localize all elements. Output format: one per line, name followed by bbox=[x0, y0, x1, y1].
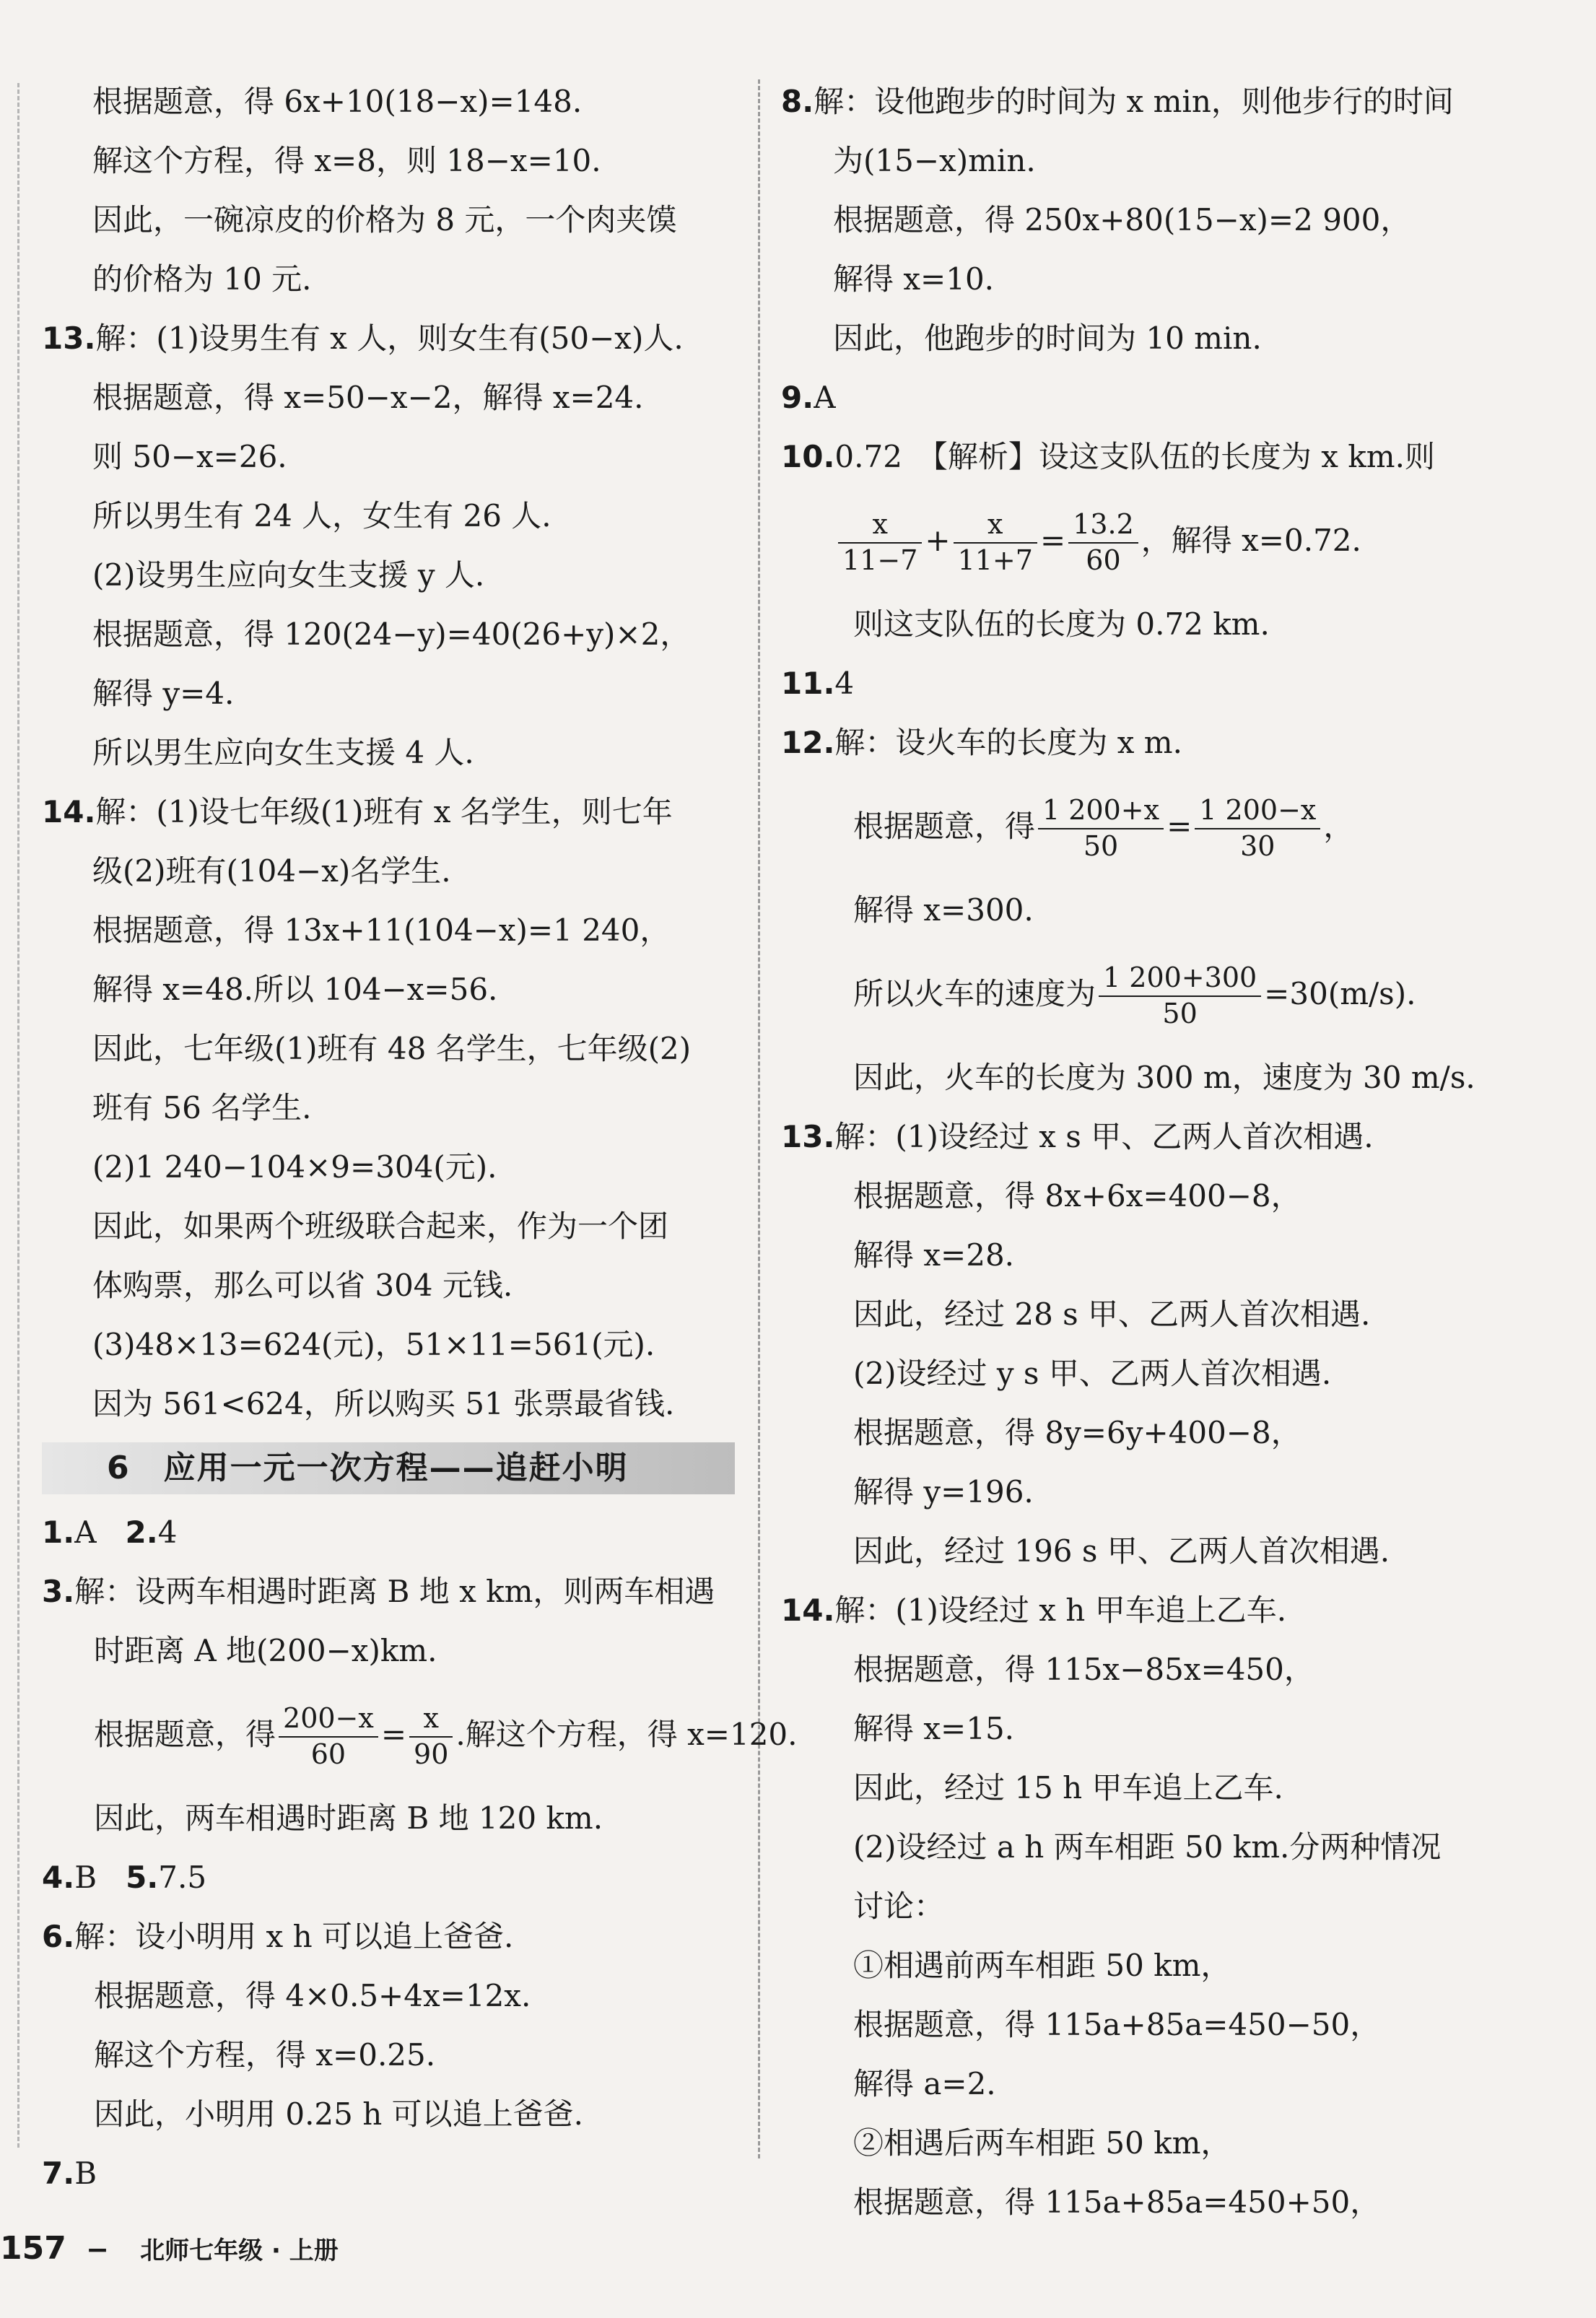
text-line: 因此，经过 196 s 甲、乙两人首次相遇. bbox=[853, 1533, 1390, 1569]
answer: A bbox=[814, 380, 836, 415]
text-line: 因此，火车的长度为 300 m，速度为 30 m/s. bbox=[853, 1060, 1475, 1095]
text-line: 为(15−x)min. bbox=[833, 143, 1036, 178]
text-line: 解得 x=15. bbox=[853, 1711, 1015, 1746]
question-13 bbox=[781, 1107, 1546, 1167]
fraction: $\frac{x}{11+7}$ bbox=[954, 510, 1037, 575]
column-divider bbox=[758, 79, 760, 2158]
text: ，解得 x=0.72. bbox=[1141, 523, 1361, 558]
question-14 bbox=[42, 783, 735, 842]
text-line: 根据题意，得 250x+80(15−x)=2 900， bbox=[833, 202, 1411, 238]
question-number: 14. bbox=[42, 794, 96, 829]
text-line: 解这个方程，得 x=8，则 18−x=10. bbox=[92, 143, 601, 178]
text-line: 所以男生有 24 人，女生有 26 人. bbox=[92, 498, 551, 533]
question-number: 11. bbox=[781, 666, 835, 701]
question-12 bbox=[781, 713, 1546, 772]
question-6 bbox=[42, 1907, 735, 1966]
fraction: $\frac{13.2}{60}$ bbox=[1068, 510, 1138, 575]
question-3 bbox=[42, 1562, 735, 1621]
question-13 bbox=[42, 309, 735, 368]
question-10 bbox=[781, 427, 1546, 487]
question-number: 12. bbox=[781, 725, 835, 760]
book-title: 北师七年级 · 上册 bbox=[140, 2236, 339, 2265]
text-line: 班有 56 名学生. bbox=[92, 1090, 312, 1125]
text-line: 解得 x=300. bbox=[853, 892, 1034, 928]
text-line: 解：设两车相遇时距离 B 地 x km，则两车相遇 bbox=[74, 1574, 715, 1609]
question-number: 3. bbox=[42, 1574, 75, 1609]
fraction: $\frac{1 200-x}{30}$ bbox=[1195, 796, 1320, 861]
equation-line: 根据题意，得 $\frac{1 200+x}{50}$ = $\frac{1 200-x}{30}$ ， bbox=[853, 794, 1354, 862]
left-edge-dashed-line bbox=[17, 83, 19, 2148]
text-line: 解得 y=4. bbox=[92, 676, 235, 711]
text-line: 根据题意，得 8x+6x=400−8， bbox=[853, 1178, 1301, 1214]
text-line: 根据题意，得 115x−85x=450， bbox=[853, 1652, 1314, 1687]
text-line: 0.72 【解析】设这支队伍的长度为 x km.则 bbox=[834, 439, 1435, 474]
left-column bbox=[42, 72, 798, 2203]
text-line: 因此，如果两个班级联合起来，作为一个团 bbox=[92, 1208, 669, 1244]
equation-line: 根据题意，得 $\frac{200-x}{60}$ = $\frac{x}{90}$ .解这个方程，得 x=120. bbox=[94, 1702, 798, 1770]
text-line: 的价格为 10 元. bbox=[92, 261, 312, 297]
text-line: (2)设经过 a h 两车相距 50 km.分两种情况 bbox=[853, 1829, 1442, 1865]
text-line: ①相遇前两车相距 50 km， bbox=[853, 1948, 1231, 1983]
text-line: 根据题意，得 115a+85a=450−50， bbox=[853, 2007, 1381, 2042]
text-line: 根据题意，得 120(24−y)=40(26+y)×2， bbox=[92, 616, 691, 652]
question-number: 2. bbox=[125, 1515, 158, 1550]
fraction: $\frac{1 200+x}{50}$ bbox=[1038, 796, 1164, 861]
fraction: $\frac{x}{11-7}$ bbox=[838, 510, 922, 575]
text: 根据题意，得 bbox=[94, 1717, 276, 1752]
text: 所以火车的速度为 bbox=[853, 976, 1096, 1011]
question-number: 5. bbox=[126, 1860, 159, 1895]
answer: 4 bbox=[157, 1515, 178, 1550]
text-line: 解：(1)设经过 x s 甲、乙两人首次相遇. bbox=[834, 1119, 1374, 1154]
text-line: 因此，经过 28 s 甲、乙两人首次相遇. bbox=[853, 1297, 1371, 1332]
question-14 bbox=[781, 1581, 1546, 1640]
text-line: 级(2)班有(104−x)名学生. bbox=[92, 853, 451, 889]
fraction: $\frac{1 200+300}{50}$ bbox=[1099, 964, 1261, 1029]
question-number: 9. bbox=[781, 380, 814, 415]
text-line: 解得 a=2. bbox=[853, 2066, 996, 2101]
text-line: ②相遇后两车相距 50 km， bbox=[853, 2125, 1231, 2161]
question-number: 4. bbox=[42, 1860, 75, 1895]
text-line: 因此，他跑步的时间为 10 min. bbox=[833, 321, 1262, 356]
answer: 7.5 bbox=[158, 1860, 207, 1895]
text-line: (2)1 240−104×9=304(元). bbox=[92, 1149, 497, 1185]
text-line: 所以男生应向女生支援 4 人. bbox=[92, 735, 474, 770]
text-line: 则 50−x=26. bbox=[92, 439, 287, 474]
question-number: 13. bbox=[781, 1119, 835, 1154]
text-line: 根据题意，得 8y=6y+400−8， bbox=[853, 1415, 1301, 1450]
text-line: (2)设经过 y s 甲、乙两人首次相遇. bbox=[853, 1356, 1332, 1391]
text-line: 因此，两车相遇时距离 B 地 120 km. bbox=[94, 1800, 603, 1836]
answer: B bbox=[74, 1860, 97, 1895]
fraction: $\frac{200-x}{60}$ bbox=[279, 1704, 378, 1769]
text-line: 解得 x=48.所以 104−x=56. bbox=[92, 972, 498, 1007]
text-line: 因此，七年级(1)班有 48 名学生，七年级(2) bbox=[92, 1031, 692, 1066]
text: 根据题意，得 bbox=[853, 809, 1036, 844]
section-title: 6 应用一元一次方程——追赶小明 bbox=[42, 1442, 735, 1494]
text-line: 因此，经过 15 h 甲车追上乙车. bbox=[853, 1770, 1283, 1805]
text-line: 根据题意，得 13x+11(104−x)=1 240， bbox=[92, 912, 671, 948]
text-line: 解：(1)设七年级(1)班有 x 名学生，则七年 bbox=[95, 794, 673, 829]
question-number: 8. bbox=[781, 84, 814, 119]
question-number: 14. bbox=[781, 1592, 835, 1628]
text-line: (3)48×13=624(元)，51×11=561(元). bbox=[92, 1327, 655, 1362]
answer: 4 bbox=[834, 666, 855, 701]
text-line: 解：(1)设经过 x h 甲车追上乙车. bbox=[834, 1592, 1287, 1628]
text-line: 时距离 A 地(200−x)km. bbox=[94, 1633, 437, 1668]
answer-9 bbox=[781, 368, 1546, 427]
answer: A bbox=[74, 1515, 97, 1550]
question-number: 6. bbox=[42, 1919, 75, 1954]
right-column bbox=[781, 72, 1546, 2232]
text-line: 解得 x=28. bbox=[853, 1237, 1015, 1273]
answer: B bbox=[74, 2156, 97, 2191]
text-line: 解：(1)设男生有 x 人，则女生有(50−x)人. bbox=[95, 321, 684, 356]
text-line: 根据题意，得 115a+85a=450+50， bbox=[853, 2184, 1381, 2220]
question-number: 7. bbox=[42, 2156, 75, 2191]
text-line: 讨论： bbox=[853, 1888, 945, 1924]
text: ， bbox=[1323, 809, 1354, 844]
text-line: 解得 x=10. bbox=[833, 261, 995, 297]
question-number: 13. bbox=[42, 321, 96, 356]
text-line: 根据题意，得 6x+10(18−x)=148. bbox=[92, 84, 583, 119]
text-line: (2)设男生应向女生支援 y 人. bbox=[92, 557, 485, 593]
text-line: 因此，一碗凉皮的价格为 8 元，一个肉夹馍 bbox=[92, 202, 677, 238]
answers-1-2 bbox=[42, 1503, 735, 1562]
text-line: 解：设他跑步的时间为 x min，则他步行的时间 bbox=[814, 84, 1454, 119]
question-number: 10. bbox=[781, 439, 835, 474]
text-line: 因此，小明用 0.25 h 可以追上爸爸. bbox=[94, 2096, 583, 2132]
footer-dash: − bbox=[86, 2234, 109, 2265]
fraction: $\frac{x}{90}$ bbox=[409, 1704, 453, 1769]
text-line: 解：设小明用 x h 可以追上爸爸. bbox=[74, 1919, 514, 1954]
text-line: 因为 561<624，所以购买 51 张票最省钱. bbox=[92, 1386, 675, 1421]
text: .解这个方程，得 x=120. bbox=[455, 1717, 798, 1752]
answer-11 bbox=[781, 654, 1546, 713]
text-line: 则这支队伍的长度为 0.72 km. bbox=[853, 606, 1270, 642]
answers-4-5 bbox=[42, 1848, 735, 1907]
page-footer bbox=[0, 2227, 339, 2270]
text-line: 解：设火车的长度为 x m. bbox=[834, 725, 1182, 760]
question-8 bbox=[781, 72, 1546, 131]
page-number: 157 bbox=[0, 2230, 66, 2267]
text-line: 解得 y=196. bbox=[853, 1474, 1034, 1509]
text-line: 根据题意，得 x=50−x−2，解得 x=24. bbox=[92, 380, 644, 415]
text-line: 根据题意，得 4×0.5+4x=12x. bbox=[94, 1978, 531, 2013]
text: =30(m/s). bbox=[1264, 976, 1416, 1011]
equation-line bbox=[781, 940, 1546, 1048]
question-number: 1. bbox=[42, 1515, 75, 1550]
text-line: 体购票，那么可以省 304 元钱. bbox=[92, 1268, 513, 1303]
text-line: 解这个方程，得 x=0.25. bbox=[94, 2037, 436, 2073]
answer-7 bbox=[42, 2144, 735, 2203]
equation-line: $\frac{x}{11-7}$ + $\frac{x}{11+7}$ = $\frac{13.2}{60}$ ，解得 x=0.72. bbox=[781, 487, 1546, 595]
